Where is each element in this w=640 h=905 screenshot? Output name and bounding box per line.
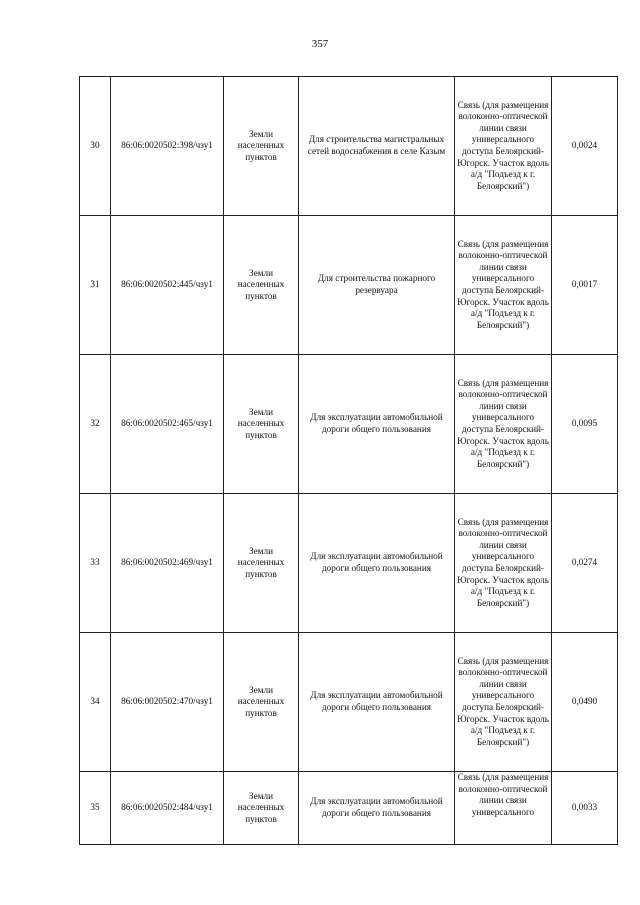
row-number: 34 (80, 633, 111, 772)
page-number: 357 (311, 38, 329, 50)
land-plots-table (79, 76, 618, 845)
area-value: 0,0033 (552, 772, 618, 845)
table-row (80, 216, 618, 355)
land-category: Земли населенных пунктов (224, 494, 299, 633)
cadastral-number: 86:06:0020502:465/чзу1 (111, 355, 224, 494)
permitted-use: Для строительства магистральных сетей водоснабжения в селе Казым (299, 77, 455, 216)
cadastral-number: 86:06:0020502:484/чзу1 (111, 772, 224, 845)
land-category: Земли населенных пунктов (224, 355, 299, 494)
permitted-use: Для эксплуатации автомобильной дороги общего пользования (299, 494, 455, 633)
easement-purpose: Связь (для размещения волоконно-оптической линии связи универсального доступа Белоярский-Югорск. Участок вдоль а/д "Подъезд к г. Белоярский") (455, 494, 552, 633)
easement-purpose: Связь (для размещения волоконно-оптической линии связи универсального доступа Белоярский-Югорск. Участок вдоль а/д "Подъезд к г. Белоярский") (455, 216, 552, 355)
easement-purpose: Связь (для размещения волоконно-оптической линии связи универсального доступа Белоярский-Югорск. Участок вдоль а/д "Подъезд к г. Белоярский") (455, 355, 552, 494)
easement-purpose: Связь (для размещения волоконно-оптической линии связи универсального (455, 772, 552, 845)
land-category: Земли населенных пунктов (224, 216, 299, 355)
area-value: 0,0274 (552, 494, 618, 633)
area-value: 0,0024 (552, 77, 618, 216)
row-number: 35 (80, 772, 111, 845)
land-category: Земли населенных пунктов (224, 633, 299, 772)
area-value: 0,0017 (552, 216, 618, 355)
permitted-use: Для эксплуатации автомобильной дороги общего пользования (299, 772, 455, 845)
area-value: 0,0490 (552, 633, 618, 772)
area-value: 0,0095 (552, 355, 618, 494)
row-number: 31 (80, 216, 111, 355)
row-number: 32 (80, 355, 111, 494)
easement-purpose: Связь (для размещения волоконно-оптической линии связи универсального доступа Белоярский-Югорск. Участок вдоль а/д "Подъезд к г. Белоярский") (455, 633, 552, 772)
row-number: 33 (80, 494, 111, 633)
permitted-use: Для эксплуатации автомобильной дороги общего пользования (299, 355, 455, 494)
cadastral-number: 86:06:0020502:398/чзу1 (111, 77, 224, 216)
table-row (80, 355, 618, 494)
permitted-use: Для эксплуатации автомобильной дороги общего пользования (299, 633, 455, 772)
cadastral-number: 86:06:0020502:445/чзу1 (111, 216, 224, 355)
cadastral-number: 86:06:0020502:470/чзу1 (111, 633, 224, 772)
permitted-use: Для строительства пожарного резервуара (299, 216, 455, 355)
easement-purpose: Связь (для размещения волоконно-оптической линии связи универсального доступа Белоярский-Югорск. Участок вдоль а/д "Подъезд к г. Белоярский") (455, 77, 552, 216)
table-row (80, 772, 618, 845)
land-category: Земли населенных пунктов (224, 772, 299, 845)
table-row (80, 77, 618, 216)
table-row (80, 633, 618, 772)
cadastral-number: 86:06:0020502:469/чзу1 (111, 494, 224, 633)
row-number: 30 (80, 77, 111, 216)
table-row (80, 494, 618, 633)
land-category: Земли населенных пунктов (224, 77, 299, 216)
